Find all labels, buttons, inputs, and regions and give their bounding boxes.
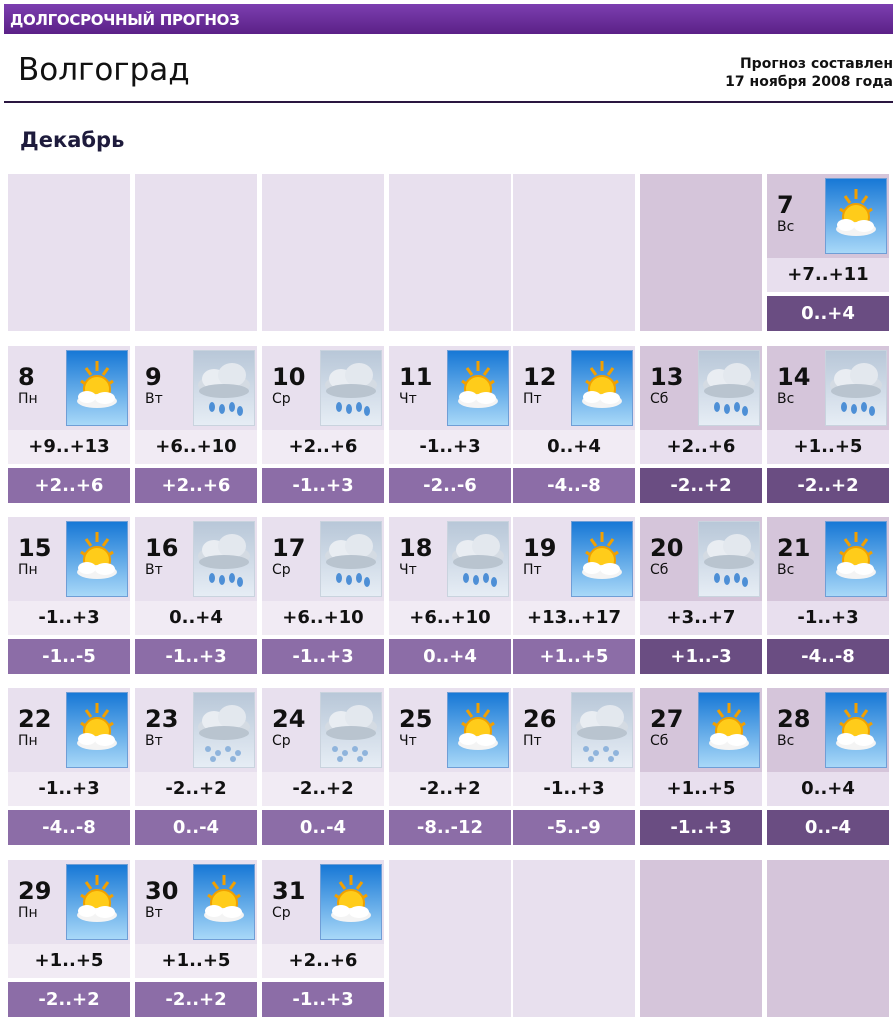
night-temperature: -1..+3	[262, 468, 384, 503]
day-header	[513, 688, 635, 772]
day-number: 24	[272, 705, 306, 733]
night-temperature: -4..-8	[513, 468, 635, 503]
day-header	[135, 517, 257, 601]
forecast-issued-date	[725, 55, 893, 91]
weekday-label: Ср	[272, 562, 291, 578]
section-title: ДОЛГОСРОЧНЫЙ ПРОГНОЗ	[10, 11, 240, 29]
day-temperature: +6..+10	[262, 601, 384, 635]
weekday-label: Ср	[272, 733, 291, 749]
day-cell	[8, 346, 130, 503]
day-header	[389, 688, 511, 772]
day-temperature: +1..+5	[767, 430, 889, 464]
night-temperature: -1..+3	[640, 810, 762, 845]
day-number: 19	[523, 534, 557, 562]
night-temperature: 0..-4	[767, 810, 889, 845]
day-cell	[135, 517, 257, 674]
day-cell	[8, 517, 130, 674]
header-divider	[4, 101, 893, 103]
empty-day-cell	[389, 860, 511, 1017]
weekday-label: Вс	[777, 733, 795, 749]
weekday-label: Чт	[399, 562, 417, 578]
weekday-label: Вс	[777, 219, 795, 235]
weekday-label: Ср	[272, 391, 291, 407]
night-temperature: -5..-9	[513, 810, 635, 845]
night-temperature: -1..+3	[135, 639, 257, 674]
night-temperature: -1..+3	[262, 982, 384, 1017]
day-header	[8, 346, 130, 430]
issued-date: 17 ноября 2008 года	[725, 74, 893, 90]
weekday-label: Вт	[145, 562, 163, 578]
night-temperature: -1..-5	[8, 639, 130, 674]
day-header	[262, 346, 384, 430]
day-number: 18	[399, 534, 433, 562]
day-number: 11	[399, 363, 433, 391]
night-temperature: -4..-8	[767, 639, 889, 674]
month-title: Декабрь	[20, 128, 125, 152]
empty-day-cell	[513, 174, 635, 331]
day-number: 27	[650, 705, 684, 733]
day-temperature: +3..+7	[640, 601, 762, 635]
day-temperature: +2..+6	[262, 430, 384, 464]
partly-cloudy-icon	[320, 864, 382, 940]
weekday-label: Вт	[145, 391, 163, 407]
day-temperature: +1..+5	[640, 772, 762, 806]
day-header	[513, 517, 635, 601]
day-header	[135, 860, 257, 944]
empty-day-cell	[389, 174, 511, 331]
empty-day-cell	[767, 860, 889, 1017]
day-header	[767, 517, 889, 601]
day-temperature: +1..+5	[135, 944, 257, 978]
night-temperature: -2..-6	[389, 468, 511, 503]
day-temperature: 0..+4	[135, 601, 257, 635]
night-temperature: -2..+2	[767, 468, 889, 503]
day-header	[513, 346, 635, 430]
day-cell	[640, 517, 762, 674]
weekday-label: Чт	[399, 733, 417, 749]
day-header	[767, 688, 889, 772]
weekday-label: Пн	[18, 733, 38, 749]
day-cell	[135, 860, 257, 1017]
weekday-label: Пн	[18, 905, 38, 921]
day-temperature: 0..+4	[513, 430, 635, 464]
day-temperature: +6..+10	[135, 430, 257, 464]
empty-day-cell	[262, 174, 384, 331]
partly-cloudy-icon	[66, 350, 128, 426]
weekday-label: Вт	[145, 905, 163, 921]
day-cell	[767, 688, 889, 845]
day-header	[135, 346, 257, 430]
partly-cloudy-icon	[698, 692, 760, 768]
day-cell	[135, 688, 257, 845]
day-temperature: +1..+5	[8, 944, 130, 978]
day-number: 25	[399, 705, 433, 733]
day-temperature: +13..+17	[513, 601, 635, 635]
day-number: 23	[145, 705, 179, 733]
day-cell	[262, 517, 384, 674]
day-cell	[513, 346, 635, 503]
day-number: 30	[145, 877, 179, 905]
day-header	[389, 346, 511, 430]
day-temperature: +7..+11	[767, 258, 889, 292]
day-number: 13	[650, 363, 684, 391]
night-temperature: -2..+2	[135, 982, 257, 1017]
weekday-label: Пт	[523, 562, 542, 578]
day-number: 9	[145, 363, 162, 391]
weekday-label: Сб	[650, 562, 669, 578]
day-cell	[262, 688, 384, 845]
partly-cloudy-icon	[66, 692, 128, 768]
weekday-label: Вт	[145, 733, 163, 749]
weekday-label: Пн	[18, 391, 38, 407]
rain-icon	[698, 350, 760, 426]
day-temperature: +9..+13	[8, 430, 130, 464]
weekday-label: Сб	[650, 391, 669, 407]
day-header	[262, 688, 384, 772]
day-temperature: -1..+3	[767, 601, 889, 635]
night-temperature: 0..-4	[135, 810, 257, 845]
day-temperature: -2..+2	[389, 772, 511, 806]
weekday-label: Вс	[777, 391, 795, 407]
weekday-label: Чт	[399, 391, 417, 407]
issued-label: Прогноз составлен	[739, 56, 893, 72]
weekday-label: Ср	[272, 905, 291, 921]
rain-icon	[193, 521, 255, 597]
day-number: 29	[18, 877, 52, 905]
empty-day-cell	[8, 174, 130, 331]
day-cell	[389, 688, 511, 845]
day-cell	[513, 517, 635, 674]
day-cell	[767, 174, 889, 331]
night-temperature: +2..+6	[8, 468, 130, 503]
empty-day-cell	[513, 860, 635, 1017]
day-cell	[640, 346, 762, 503]
day-temperature: 0..+4	[767, 772, 889, 806]
section-header-bar	[4, 4, 893, 34]
night-temperature: +1..-3	[640, 639, 762, 674]
day-cell	[767, 346, 889, 503]
day-temperature: -2..+2	[135, 772, 257, 806]
day-temperature: +6..+10	[389, 601, 511, 635]
day-number: 7	[777, 191, 794, 219]
partly-cloudy-icon	[571, 350, 633, 426]
snow-icon	[571, 692, 633, 768]
day-temperature: -1..+3	[513, 772, 635, 806]
day-number: 17	[272, 534, 306, 562]
day-number: 20	[650, 534, 684, 562]
rain-icon	[698, 521, 760, 597]
night-temperature: -2..+2	[640, 468, 762, 503]
weekday-label: Сб	[650, 733, 669, 749]
weekday-label: Вс	[777, 562, 795, 578]
day-cell	[135, 346, 257, 503]
city-name: Волгоград	[18, 52, 190, 88]
empty-day-cell	[135, 174, 257, 331]
day-number: 31	[272, 877, 306, 905]
day-header	[8, 688, 130, 772]
night-temperature: -1..+3	[262, 639, 384, 674]
day-temperature: -1..+3	[8, 772, 130, 806]
day-temperature: -2..+2	[262, 772, 384, 806]
partly-cloudy-icon	[447, 350, 509, 426]
day-number: 22	[18, 705, 52, 733]
day-number: 12	[523, 363, 557, 391]
day-cell	[8, 860, 130, 1017]
day-temperature: +2..+6	[262, 944, 384, 978]
day-number: 16	[145, 534, 179, 562]
day-number: 28	[777, 705, 811, 733]
day-cell	[389, 346, 511, 503]
day-header	[8, 860, 130, 944]
day-cell	[513, 688, 635, 845]
partly-cloudy-icon	[66, 521, 128, 597]
day-temperature: -1..+3	[8, 601, 130, 635]
partly-cloudy-icon	[66, 864, 128, 940]
day-cell	[767, 517, 889, 674]
day-temperature: -1..+3	[389, 430, 511, 464]
rain-icon	[320, 350, 382, 426]
day-cell	[640, 688, 762, 845]
day-cell	[262, 860, 384, 1017]
night-temperature: 0..+4	[767, 296, 889, 331]
day-header	[767, 346, 889, 430]
rain-icon	[825, 350, 887, 426]
night-temperature: -4..-8	[8, 810, 130, 845]
weekday-label: Пт	[523, 733, 542, 749]
rain-icon	[447, 521, 509, 597]
night-temperature: 0..+4	[389, 639, 511, 674]
day-number: 21	[777, 534, 811, 562]
weekday-label: Пт	[523, 391, 542, 407]
partly-cloudy-icon	[193, 864, 255, 940]
night-temperature: 0..-4	[262, 810, 384, 845]
empty-day-cell	[640, 174, 762, 331]
day-number: 15	[18, 534, 52, 562]
day-number: 10	[272, 363, 306, 391]
day-number: 8	[18, 363, 35, 391]
day-header	[389, 517, 511, 601]
empty-day-cell	[640, 860, 762, 1017]
rain-icon	[320, 521, 382, 597]
day-cell	[262, 346, 384, 503]
partly-cloudy-icon	[825, 178, 887, 254]
day-header	[262, 860, 384, 944]
partly-cloudy-icon	[571, 521, 633, 597]
night-temperature: +2..+6	[135, 468, 257, 503]
day-number: 14	[777, 363, 811, 391]
snow-icon	[193, 692, 255, 768]
snow-icon	[320, 692, 382, 768]
day-cell	[8, 688, 130, 845]
day-header	[640, 346, 762, 430]
partly-cloudy-icon	[447, 692, 509, 768]
day-header	[262, 517, 384, 601]
partly-cloudy-icon	[825, 692, 887, 768]
day-header	[767, 174, 889, 258]
day-header	[8, 517, 130, 601]
night-temperature: -2..+2	[8, 982, 130, 1017]
night-temperature: +1..+5	[513, 639, 635, 674]
day-cell	[389, 517, 511, 674]
day-header	[640, 517, 762, 601]
day-number: 26	[523, 705, 557, 733]
rain-icon	[193, 350, 255, 426]
night-temperature: -8..-12	[389, 810, 511, 845]
partly-cloudy-icon	[825, 521, 887, 597]
day-header	[640, 688, 762, 772]
day-header	[135, 688, 257, 772]
day-temperature: +2..+6	[640, 430, 762, 464]
weekday-label: Пн	[18, 562, 38, 578]
